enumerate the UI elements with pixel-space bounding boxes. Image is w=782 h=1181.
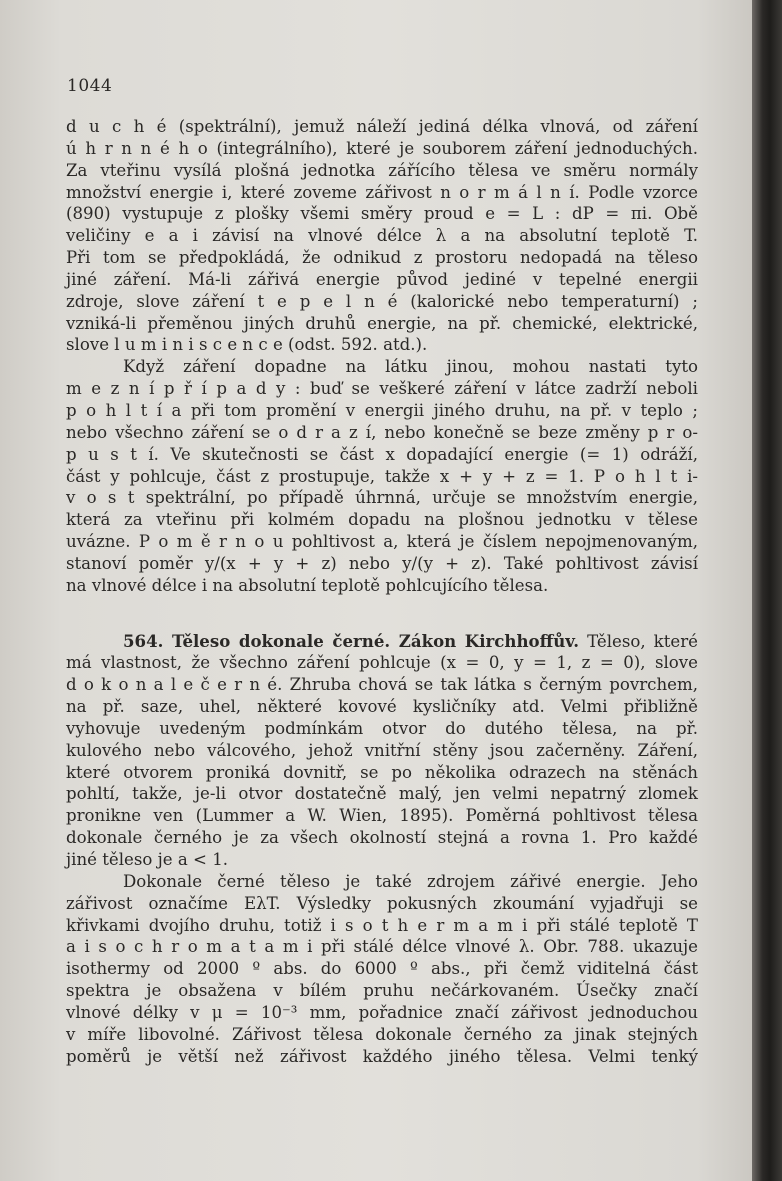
section-heading: 564. Těleso dokonale černé. Zákon Kirchhoffův. bbox=[123, 630, 580, 651]
text-line: pohltí, takže, je-li otvor dostatečně malý, jen velmi nepatrný zlomek bbox=[66, 784, 698, 804]
text-line: p o h l t í a při tom promění v energii jiného druhu, na př. v teplo ; bbox=[66, 400, 698, 420]
text-line: která za vteřinu při kolmém dopadu na plošnou jednotku v tělese bbox=[66, 510, 698, 530]
text-line: vzniká-li přeměnou jiných druhů energie, na př. chemické, elektrické, bbox=[66, 313, 698, 333]
text-line: veličiny e a i závisí na vlnové délce λ a na absolutní teplotě T. bbox=[66, 226, 698, 246]
text-line: zdroje, slove záření t e p e l n é (kalorické nebo temperaturní) ; bbox=[66, 291, 698, 311]
section-heading-line: 564. Těleso dokonale černé. Zákon Kirchhoffův. Těleso, které bbox=[123, 630, 698, 651]
section-gap bbox=[66, 597, 698, 631]
text-line: zářivost označíme EλT. Výsledky pokusných zkoumání vyjadřuji se bbox=[66, 893, 698, 913]
page-number: 1044 bbox=[67, 76, 113, 96]
text-line: křivkami dvojího druhu, totiž i s o t h e r m a m i při stálé teplotě T bbox=[66, 915, 698, 935]
text-line: pronikne ven (Lummer a W. Wien, 1895). Poměrná pohltivost tělesa bbox=[66, 806, 698, 826]
text-line: m e z n í p ř í p a d y : buď se veškeré záření v látce zadrží neboli bbox=[66, 379, 698, 399]
text-line: jiné těleso je a < 1. bbox=[66, 850, 229, 869]
text-line: dokonale černého je za všech okolností stejná a rovna 1. Pro každé bbox=[66, 828, 698, 848]
text-line: na vlnové délce i na absolutní teplotě pohlcujícího tělesa. bbox=[66, 575, 549, 595]
text-line: slove l u m i n i s c e n c e (odst. 592. atd.). bbox=[66, 335, 428, 355]
text-line: d o k o n a l e č e r n é. Zhruba chová se tak látka s černým povrchem, bbox=[66, 675, 698, 695]
text-line: (890) vystupuje z plošky všemi směry proud e = L : dP = πi. Obě bbox=[66, 204, 698, 224]
text-line: d u c h é (spektrální), jemuž náleží jediná délka vlnová, od záření bbox=[66, 117, 698, 136]
text-line: Když záření dopadne na látku jinou, mohou nastati tyto bbox=[123, 357, 698, 377]
text-line: které otvorem proniká dovnitř, se po několika odrazech na stěnách bbox=[66, 762, 698, 782]
text-line: Za vteřinu vysílá plošná jednotka zářícího tělesa ve směru normály bbox=[66, 160, 698, 180]
text-line: Dokonale černé těleso je také zdrojem zářivé energie. Jeho bbox=[123, 871, 698, 891]
text-line: stanoví poměr y/(x + y + z) nebo y/(y + z). Také pohltivost závisí bbox=[66, 553, 698, 573]
text-line: množství energie i, které zoveme zářivost n o r m á l n í. Podle vzorce bbox=[66, 182, 698, 202]
text-line: uvázne. P o m ě r n o u pohltivost a, která je číslem nepojmenovaným, bbox=[66, 532, 698, 552]
text-line: a i s o c h r o m a t a m i při stálé délce vlnové λ. Obr. 788. ukazuje bbox=[66, 937, 698, 957]
text-line: p u s t í. Ve skutečnosti se část x dopadající energie (= 1) odráží, bbox=[66, 444, 698, 464]
text-line: kulového nebo válcového, jehož vnitřní stěny jsou začerněny. Záření, bbox=[66, 740, 698, 760]
text-line: jiné záření. Má-li zářivá energie původ jediné v tepelné energii bbox=[66, 269, 698, 289]
text-line: v míře libovolné. Zářivost tělesa dokonale černého za jinak stejných bbox=[66, 1024, 698, 1044]
text-line: nebo všechno záření se o d r a z í, nebo konečně se beze změny p r o- bbox=[66, 422, 698, 442]
text-line: na př. saze, uhel, některé kovové kysličníky atd. Velmi přibližně bbox=[66, 697, 698, 717]
text-line: vyhovuje uvedeným podmínkám otvor do dutého tělesa, na př. bbox=[66, 718, 698, 738]
text-line: spektra je obsažena v bílém pruhu nečárkovaném. Úsečky značí bbox=[66, 981, 698, 1001]
body-text bbox=[66, 116, 698, 1067]
text-line: má vlastnost, že všechno záření pohlcuje (x = 0, y = 1, z = 0), slove bbox=[66, 653, 698, 673]
text-line: část y pohlcuje, část z prostupuje, takže x + y + z = 1. P o h l t i- bbox=[66, 466, 698, 486]
text-line: isothermy od 2000 º abs. do 6000 º abs., při čemž viditelná část bbox=[66, 959, 698, 979]
text-line: Při tom se předpokládá, že odnikud z prostoru nedopadá na těleso bbox=[66, 248, 698, 268]
book-spine-shadow bbox=[752, 0, 782, 1181]
text-line: ú h r n n é h o (integrálního), které je souborem záření jednoduchých. bbox=[66, 138, 698, 158]
text-line: vlnové délky v μ = 10⁻³ mm, pořadnice značí zářivost jednoduchou bbox=[66, 1002, 698, 1022]
text-line: poměrů je větší než zářivost každého jiného tělesa. Velmi tenký bbox=[66, 1046, 698, 1066]
text-line: v o s t spektrální, po případě úhrnná, určuje se množstvím energie, bbox=[66, 488, 698, 508]
